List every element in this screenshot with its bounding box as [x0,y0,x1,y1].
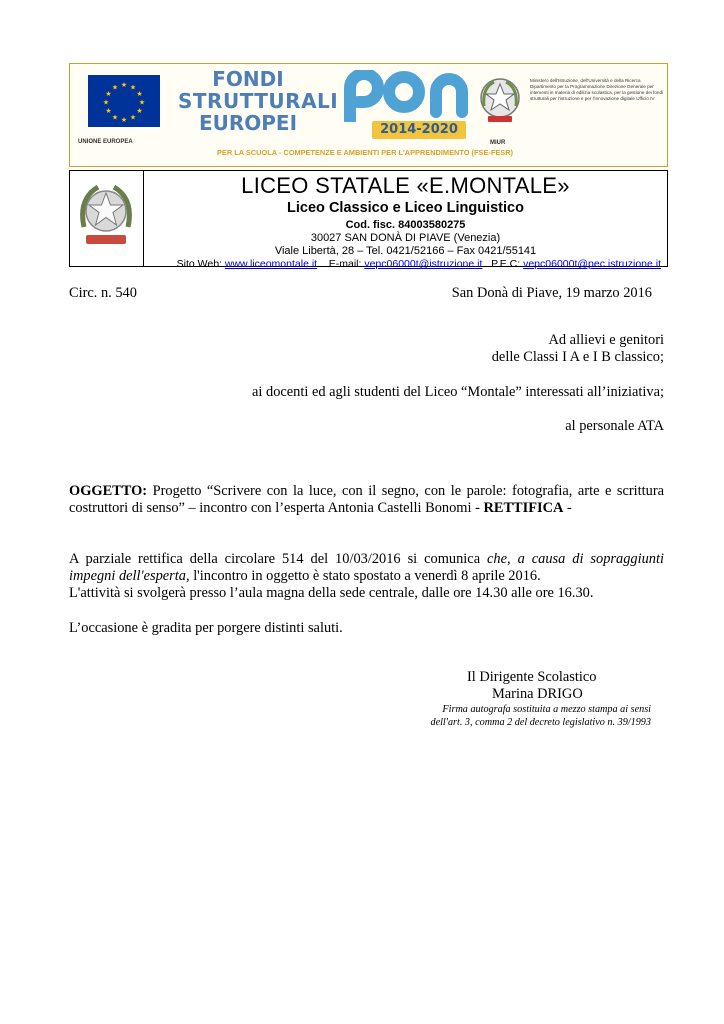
school-info [144,171,667,271]
subject-end: - [567,500,572,516]
school-city: 30027 SAN DONÀ DI PIAVE (Venezia) [310,232,501,244]
recipient-ata: al personale ATA [565,418,664,434]
signature-note-2: dell'art. 3, comma 2 del decreto legislativo n. 39/1993 [430,717,651,728]
recipient-students-parents: Ad allievi e genitori [548,332,664,348]
email-link[interactable]: vepc06000t@istruzione.it [364,258,483,270]
svg-text:★: ★ [120,116,128,124]
svg-text:★: ★ [111,113,119,122]
svg-text:★: ★ [136,90,143,98]
fondi-line1: FONDI [212,67,284,91]
website-link[interactable]: www.liceomontale.it [224,258,318,270]
eu-flag-icon [88,75,160,127]
svg-text:★: ★ [102,98,110,107]
school-tax-code: Cod. fisc. 84003580275 [345,219,466,231]
svg-text:★: ★ [120,81,128,89]
school-name: LICEO STATALE «E.MONTALE» [241,173,570,198]
subject-label: OGGETTO: [69,483,148,499]
miur-caption: MIUR [490,140,506,146]
subject-rettifica: RETTIFICA [483,500,564,516]
school-emblem-cell [70,171,144,266]
web-label: Sito Web: [176,258,222,270]
svg-text:★: ★ [129,83,137,92]
svg-text:★: ★ [111,83,119,92]
italian-emblem-icon [478,76,522,131]
subject-paragraph [69,483,664,517]
pon-banner [69,63,668,167]
republic-emblem-icon [76,179,136,260]
miur-department-text: Ministero dell'Istruzione, dell'Università e della Ricerca Dipartimento per la Programmazione Direzione Generale per interventi in materia di edilizia scolastica, per la gestione dei fondi strutturali per l'istruzione e per l'innovazione digitale Ufficio IV [530,78,664,101]
body-italic: che, a causa di sopraggiunti impegni dell'esperta, [69,551,664,584]
body-paragraph [69,551,664,585]
subject-text: Progetto “Scrivere con la luce, con il segno, con le parole: fotografia, arte e scrittura costruttori di senso” – incontro con l’esperta Antonia Castelli Bonomi - [69,483,664,516]
eu-caption: UNIONE EUROPEA [78,139,133,145]
svg-text:★: ★ [105,107,112,115]
school-address: Viale Libertà, 28 – Tel. 0421/52166 – Fax 0421/55141 [274,245,537,257]
school-header [69,170,668,270]
svg-text:★: ★ [129,113,137,122]
pon-years-badge: 2014-2020 [372,121,466,139]
svg-text:★: ★ [105,90,112,98]
signature-note-1: Firma autografa sostituita a mezzo stampa ai sensi [442,704,651,715]
closing-greeting: L’occasione è gradita per porgere distinti saluti. [69,620,343,636]
circular-number: Circ. n. 540 [69,285,137,301]
fondi-line3: EUROPEI [198,111,298,135]
fondi-line2: STRUTTURALI [178,89,339,113]
body-line2: L'attività si svolgerà presso l’aula magna della sede centrale, dalle ore 14.30 alle ore 16.30. [69,585,594,601]
recipient-teachers: ai docenti ed agli studenti del Liceo “Montale” interessati all’iniziativa; [252,384,664,400]
pec-label: P.E.C: [491,258,521,270]
email-label: E-mail: [328,258,362,270]
body-part2: l'incontro in oggetto è stato spostato a venerdì 8 aprile 2016. [193,568,541,584]
place-date: San Donà di Piave, 19 marzo 2016 [451,285,652,301]
school-subtitle: Liceo Classico e Liceo Linguistico [287,200,524,216]
pon-logo-icon [338,70,474,127]
banner-strip-text: PER LA SCUOLA - COMPETENZE E AMBIENTI PER L'APPRENDIMENTO (FSE-FESR) [216,148,514,157]
fondi-strutturali-logo [178,67,339,135]
svg-text:★: ★ [138,98,146,107]
svg-text:★: ★ [136,107,143,115]
pec-link[interactable]: vepc06000t@pec.istruzione.it [523,258,661,270]
signer-title: Il Dirigente Scolastico [467,669,597,685]
school-contacts [144,258,667,271]
signer-name: Marina DRIGO [492,686,583,702]
recipient-classes: delle Classi I A e I B classico; [491,349,664,365]
body-part1: A parziale rettifica della circolare 514 del 10/03/2016 si comunica [69,551,481,567]
